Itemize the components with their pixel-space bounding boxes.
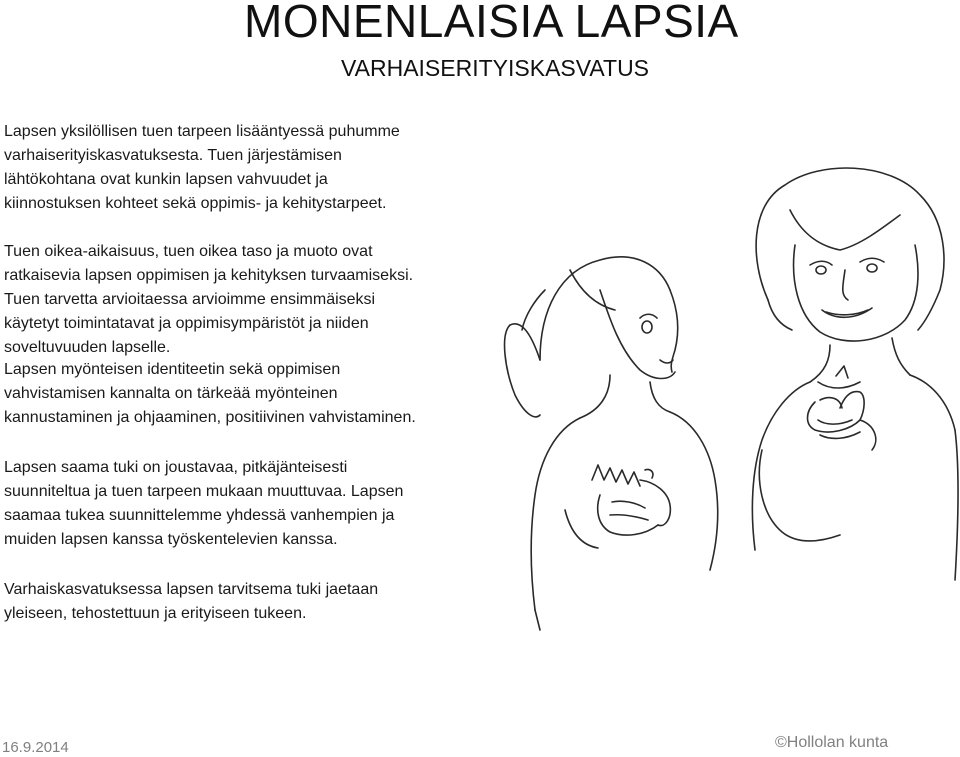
- paragraph-identity: [4, 358, 416, 430]
- paragraph-line: Tuen oikea-aikaisuus, tuen oikea taso ja muoto ovat: [4, 243, 373, 260]
- paragraph-line: Tuen tarvetta arvioitaessa arvioimme ensimmäiseksi: [4, 291, 376, 308]
- paragraph-line: Varhaiskasvatuksessa lapsen tarvitsema tuki jaetaan: [4, 581, 379, 598]
- paragraph-levels: [4, 578, 378, 626]
- paragraph-timing: [4, 240, 413, 360]
- paragraph-line: muiden lapsen kanssa työskentelevien kanssa.: [4, 531, 338, 548]
- paragraph-line: Lapsen myönteisen identiteetin sekä oppimisen: [4, 361, 341, 378]
- paragraph-intro: [4, 120, 400, 216]
- paragraph-line: Lapsen saama tuki on joustavaa, pitkäjänteisesti: [4, 459, 348, 476]
- paragraph-line: Lapsen yksilöllisen tuen tarpeen lisääntyessä puhumme: [4, 123, 400, 140]
- paragraph-line: suunniteltua ja tuen tarpeen mukaan muuttuvaa. Lapsen: [4, 483, 404, 500]
- child-figure: [505, 257, 718, 630]
- footer-copyright: ©Hollolan kunta: [775, 734, 889, 751]
- paragraph-line: käytetyt toimintatavat ja oppimisympäristöt ja niiden: [4, 315, 369, 332]
- illustration-drawing: [500, 150, 960, 730]
- paragraph-line: ratkaisevia lapsen oppimisen ja kehityksen turvaamiseksi.: [4, 267, 414, 284]
- adult-figure: [752, 168, 958, 580]
- paragraph-line: varhaiserityiskasvatuksesta. Tuen järjestämisen: [4, 147, 342, 164]
- paragraph-line: vahvistamisen kannalta on tärkeää myönteinen: [4, 385, 338, 402]
- paragraph-line: yleiseen, tehostettuun ja erityiseen tukeen.: [4, 605, 307, 622]
- paragraph-line: soveltuvuuden lapselle.: [4, 339, 171, 356]
- paragraph-line: saamaa tukea suunnittelemme yhdessä vanhempien ja: [4, 507, 395, 524]
- paragraph-line: kiinnostuksen kohteet sekä oppimis- ja kehitystarpeet.: [4, 195, 387, 212]
- paragraph-support: [4, 456, 403, 552]
- page-title: MONENLAISIA LAPSIA: [244, 0, 739, 47]
- page-subtitle: VARHAISERITYISKASVATUS: [341, 55, 650, 81]
- paragraph-line: kannustaminen ja ohjaaminen, positiivinen vahvistaminen.: [4, 409, 416, 426]
- paragraph-line: lähtökohtana ovat kunkin lapsen vahvuudet ja: [4, 171, 328, 188]
- footer-date: 16.9.2014: [2, 739, 69, 756]
